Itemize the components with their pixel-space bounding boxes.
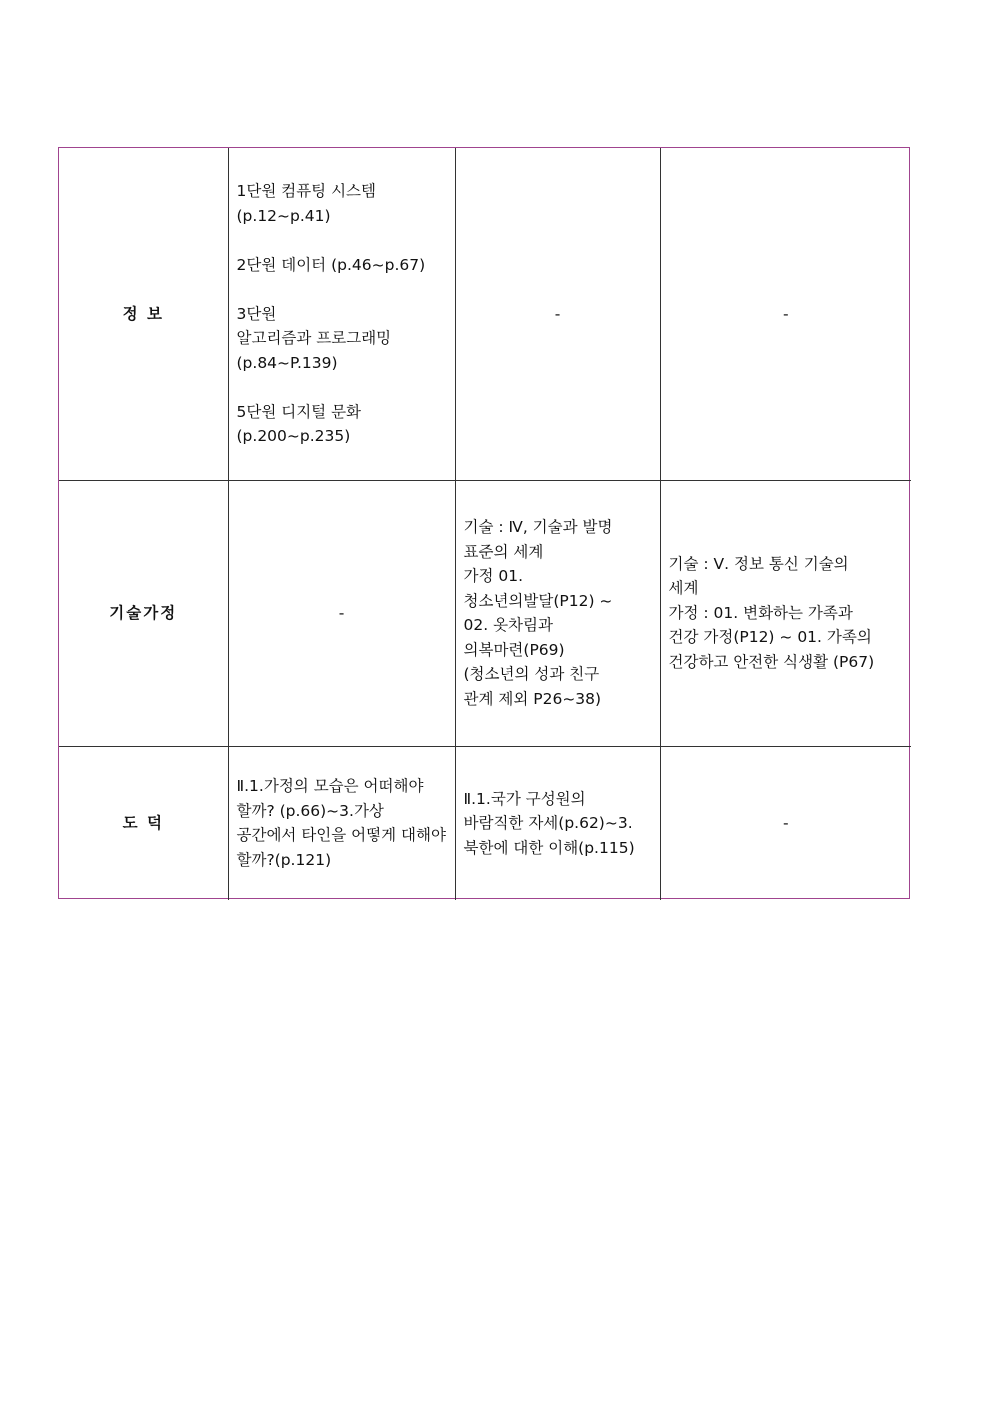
scope-line: 기술 : Ⅳ, 기술과 발명	[463, 518, 613, 536]
scope-line: 가정 : 01. 변화하는 가족과	[668, 603, 853, 622]
scope-line: (청소년의 성과 친구	[463, 665, 600, 683]
scope-line: 세계	[668, 579, 699, 598]
scope-line: 02. 옷차림과	[463, 616, 553, 634]
scope-line: 청소년의발달(P12) ~	[463, 591, 613, 610]
scope-cell	[228, 148, 455, 480]
scope-line: 관계 제외 P26~38)	[463, 689, 602, 708]
exam-scope-table-frame	[58, 147, 910, 899]
scope-cell-empty: -	[660, 746, 911, 900]
scope-cell	[228, 746, 455, 900]
scope-line: 북한에 대한 이해(p.115)	[463, 838, 635, 857]
scope-line: 건강 가정(P12) ~ 01. 가족의	[668, 628, 872, 647]
scope-line: 5단원 디지털 문화	[236, 402, 362, 421]
scope-line: Ⅱ.1.국가 구성원의	[463, 789, 586, 808]
scope-line: 1단원 컴퓨팅 시스템	[236, 182, 377, 200]
table-row-tech-home	[59, 480, 911, 746]
scope-line: (p.200~p.235)	[236, 427, 351, 445]
scope-line: 알고리즘과 프로그래밍	[236, 329, 392, 347]
scope-cell-empty: -	[455, 148, 660, 480]
scope-line: 표준의 세계	[463, 542, 544, 561]
scope-line: 기술 : Ⅴ. 정보 통신 기술의	[668, 554, 849, 573]
scope-line: 가정 01.	[463, 567, 524, 585]
subject-cell: 정 보	[59, 148, 228, 480]
table-row-info	[59, 148, 911, 480]
scope-line: Ⅱ.1.가정의 모습은 어떠해야	[236, 777, 424, 796]
scope-line: 의복마련(P69)	[463, 640, 565, 659]
scope-line: (p.84~P.139)	[236, 353, 338, 372]
table-row-ethics	[59, 746, 911, 900]
scope-line: 바람직한 자세(p.62)~3.	[463, 814, 633, 832]
scope-cell-empty: -	[228, 480, 455, 746]
scope-line: 3단원	[236, 304, 277, 323]
scope-cell	[455, 480, 660, 746]
scope-line: 2단원 데이터 (p.46~p.67)	[236, 255, 426, 274]
scope-line: (p.12~p.41)	[236, 206, 331, 225]
scope-cell	[660, 480, 911, 746]
scope-line: 건강하고 안전한 식생활 (P67)	[668, 652, 875, 671]
subject-cell: 기술가정	[59, 480, 228, 746]
scope-cell	[455, 746, 660, 900]
scope-line: 공간에서 타인을 어떻게 대해야	[236, 826, 446, 845]
scope-line: 할까?(p.121)	[236, 850, 332, 869]
scope-cell-empty: -	[660, 148, 911, 480]
subject-cell: 도 덕	[59, 746, 228, 900]
scope-line: 할까? (p.66)~3.가상	[236, 801, 384, 820]
exam-scope-table	[59, 148, 911, 900]
